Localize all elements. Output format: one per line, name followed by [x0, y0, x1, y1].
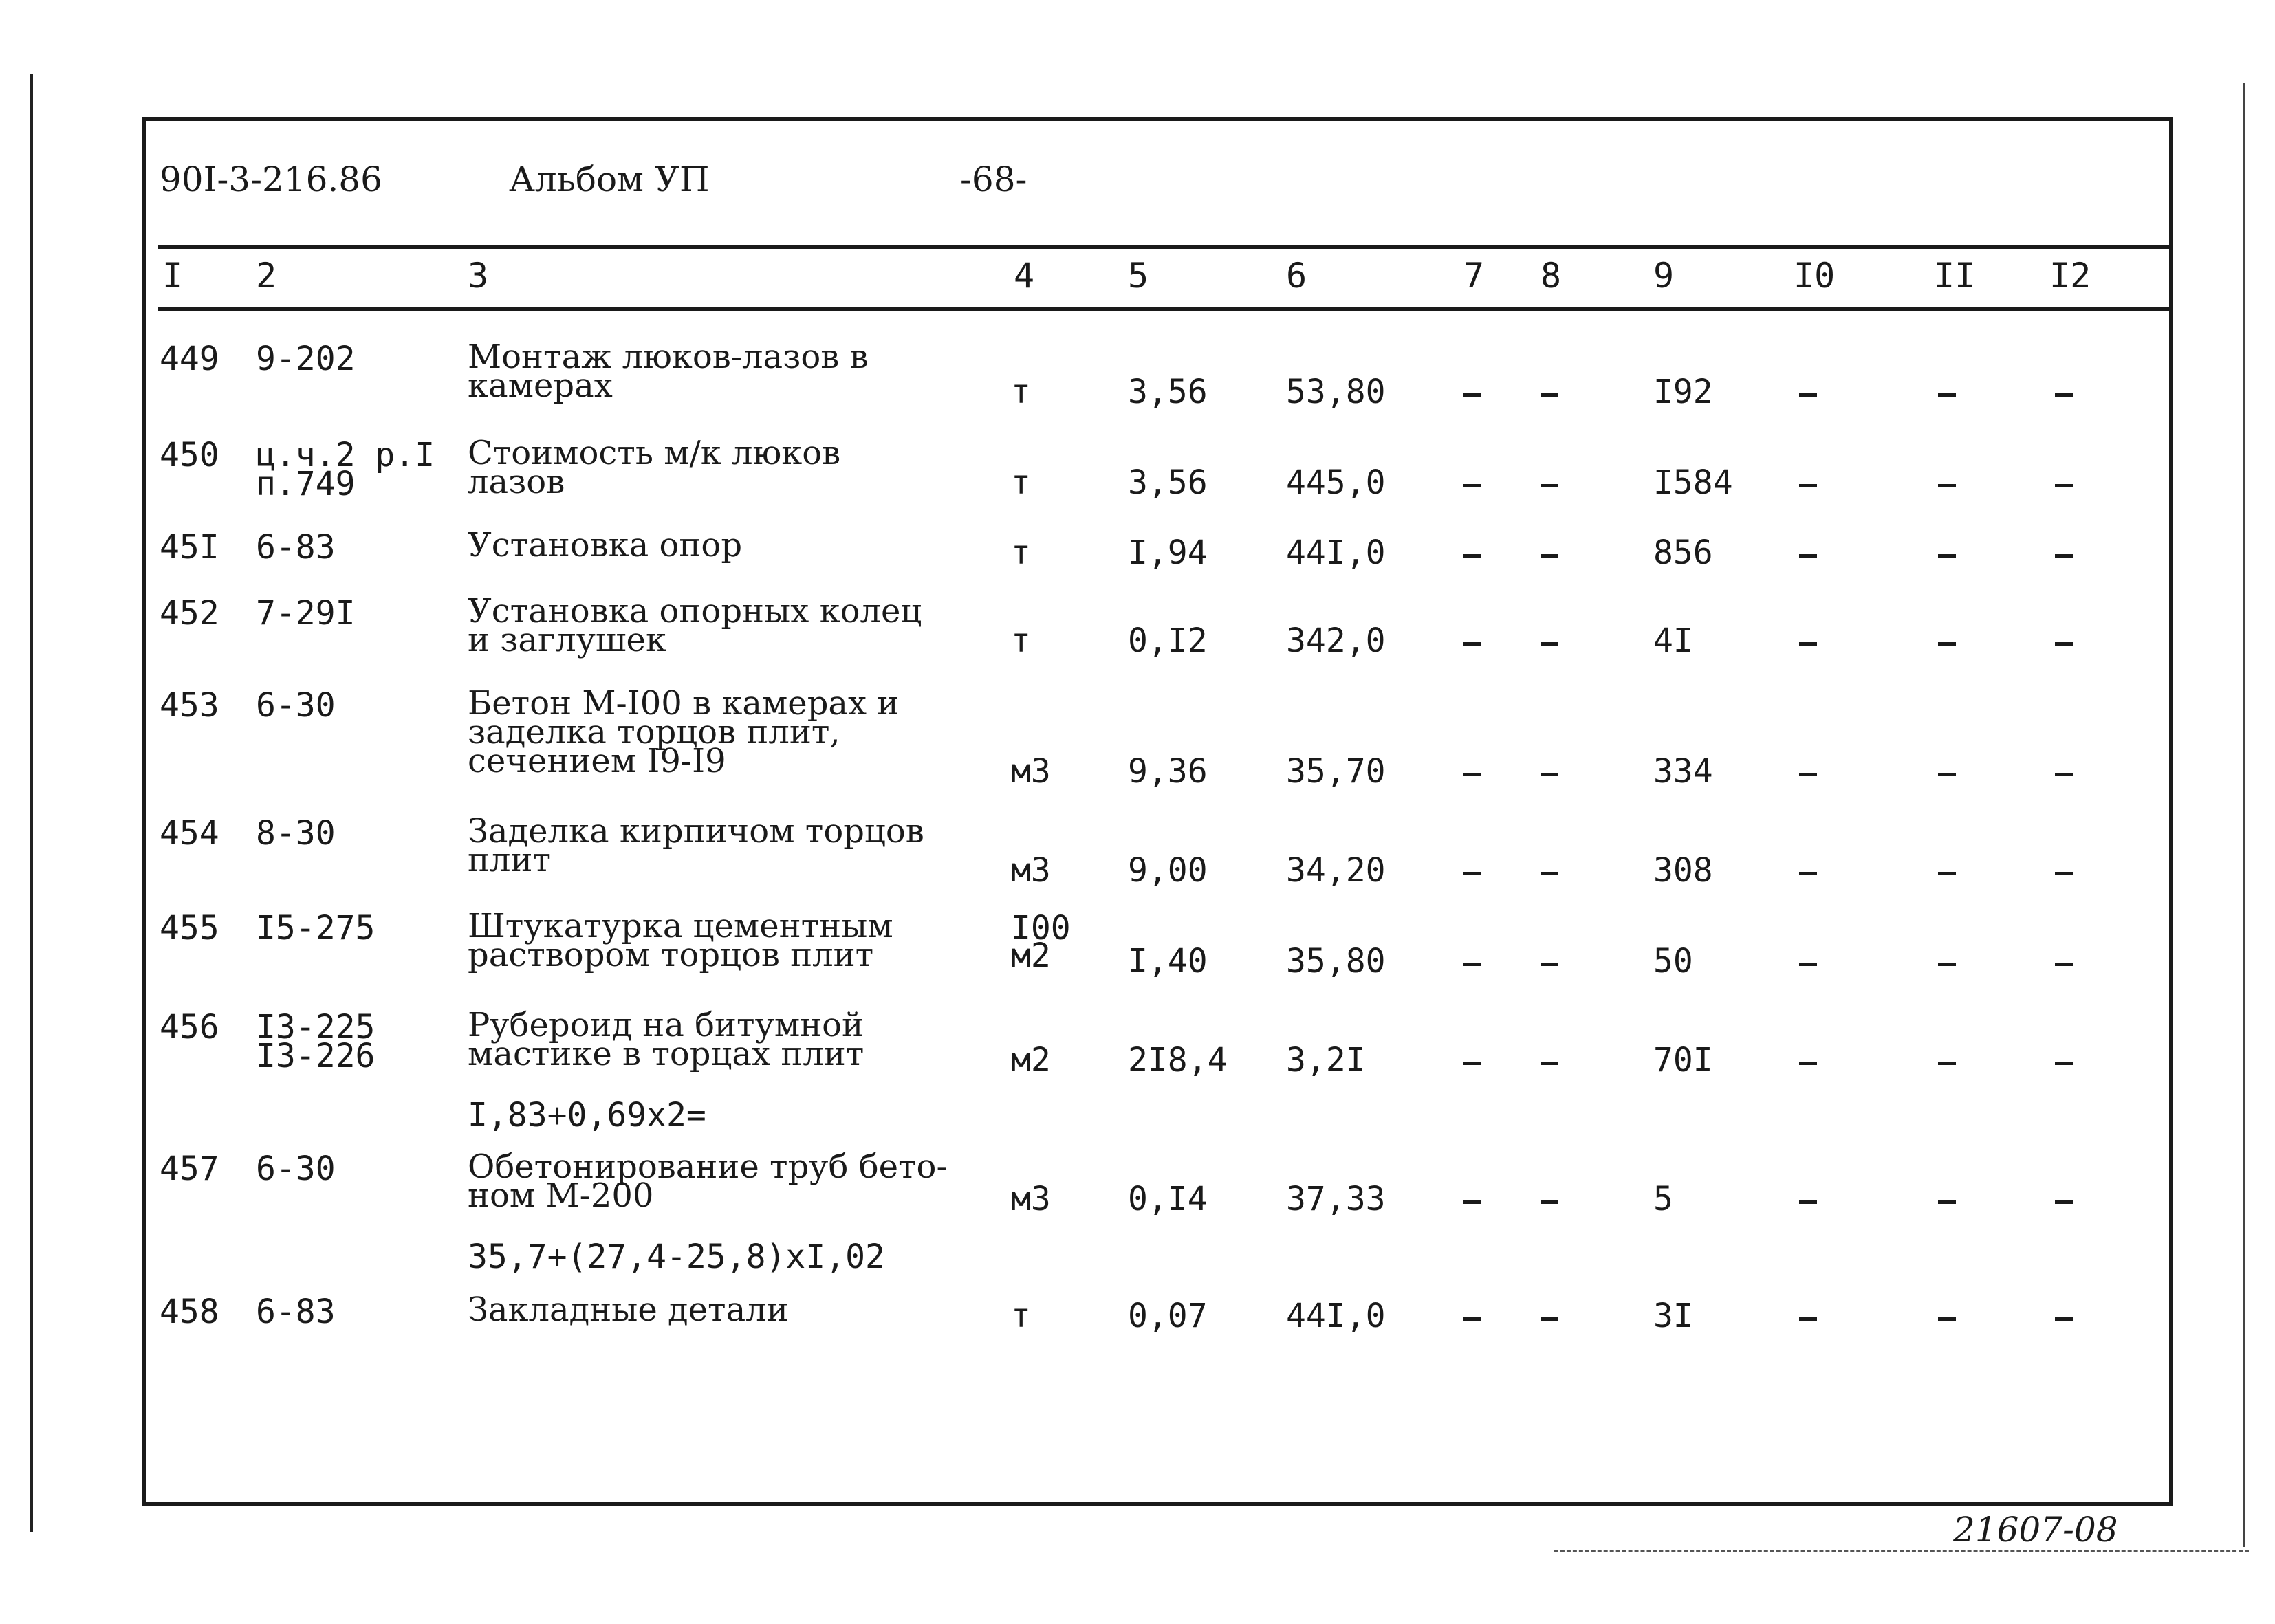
work-description: и заглушек	[468, 621, 666, 659]
empty-cell-dash	[1799, 1317, 1817, 1321]
empty-cell-dash	[1463, 872, 1481, 875]
row-number: 453	[160, 686, 219, 725]
unit: м3	[1011, 1180, 1051, 1218]
empty-cell-dash	[1541, 1317, 1558, 1321]
total-cost: 5	[1653, 1180, 1673, 1218]
empty-cell-dash	[2055, 642, 2073, 646]
total-cost: I584	[1653, 463, 1733, 502]
total-cost: 3I	[1653, 1297, 1693, 1335]
work-description: Рубероид на битумной	[468, 1006, 864, 1044]
unit-price: 3,2I	[1286, 1041, 1366, 1079]
unit-price: 34,20	[1286, 851, 1386, 890]
work-description: Штукатурка цементным	[468, 907, 893, 945]
empty-cell-dash	[1799, 393, 1817, 397]
rate-reference: I3-225	[256, 1008, 375, 1046]
empty-cell-dash	[1463, 554, 1481, 558]
page-edge-left	[30, 74, 33, 1532]
empty-cell-dash	[1799, 554, 1817, 558]
column-number: 2	[256, 256, 277, 296]
column-number: I	[162, 256, 184, 296]
quantity: I,94	[1128, 534, 1208, 572]
unit: м2	[1011, 936, 1051, 975]
empty-cell-dash	[1463, 963, 1481, 966]
unit: м3	[1011, 752, 1051, 791]
row-number: 449	[160, 340, 219, 378]
empty-cell-dash	[1541, 554, 1558, 558]
empty-cell-dash	[1938, 642, 1956, 646]
work-description: Заделка кирпичом торцов	[468, 812, 924, 851]
empty-cell-dash	[1938, 484, 1956, 487]
unit-price: 35,70	[1286, 752, 1386, 791]
unit-price: 445,0	[1286, 463, 1386, 502]
work-description: Стоимость м/к люков	[468, 434, 841, 472]
work-description: Установка опор	[468, 526, 743, 564]
row-number: 454	[160, 814, 219, 853]
column-number: 9	[1653, 256, 1675, 296]
empty-cell-dash	[2055, 393, 2073, 397]
empty-cell-dash	[1799, 1062, 1817, 1065]
column-number: 8	[1541, 256, 1562, 296]
empty-cell-dash	[2055, 773, 2073, 776]
rate-reference: 7-29I	[256, 594, 356, 633]
rate-reference: 6-83	[256, 528, 336, 567]
total-cost: 856	[1653, 534, 1713, 572]
unit: т	[1011, 373, 1031, 411]
work-description: Бетон М-I00 в камерах и	[468, 684, 900, 723]
page-edge-right	[2243, 83, 2245, 1547]
empty-cell-dash	[1463, 1062, 1481, 1065]
work-description: раствором торцов плит	[468, 936, 874, 974]
work-description: мастике в торцах плит	[468, 1035, 864, 1073]
row-number: 456	[160, 1008, 219, 1046]
row-number: 455	[160, 909, 219, 947]
work-description: Установка опорных колец	[468, 592, 922, 630]
empty-cell-dash	[1541, 963, 1558, 966]
empty-cell-dash	[1463, 1200, 1481, 1204]
quantity: 0,07	[1128, 1297, 1208, 1335]
total-cost: 70I	[1653, 1041, 1713, 1079]
rate-reference: ц.ч.2 р.I	[256, 436, 435, 474]
empty-cell-dash	[1938, 554, 1956, 558]
work-description: камерах	[468, 366, 613, 405]
empty-cell-dash	[2055, 484, 2073, 487]
empty-cell-dash	[1938, 1200, 1956, 1204]
quantity: I,40	[1128, 942, 1208, 980]
rate-reference: 6-30	[256, 1150, 336, 1188]
work-description: Закладные детали	[468, 1291, 789, 1329]
empty-cell-dash	[1938, 872, 1956, 875]
row-number: 45I	[160, 528, 219, 567]
empty-cell-dash	[1541, 773, 1558, 776]
unit: I00	[1011, 909, 1071, 947]
quantity: 9,00	[1128, 851, 1208, 890]
empty-cell-dash	[1799, 1200, 1817, 1204]
column-number: II	[1934, 256, 1976, 296]
document-code: 90I-3-216.86	[160, 160, 382, 199]
column-number: 5	[1128, 256, 1149, 296]
work-description: Монтаж люков-лазов в	[468, 338, 869, 376]
empty-cell-dash	[1463, 484, 1481, 487]
unit: т	[1011, 463, 1031, 502]
unit: т	[1011, 1297, 1031, 1335]
empty-cell-dash	[1463, 642, 1481, 646]
row-number: 452	[160, 594, 219, 633]
work-description: заделка торцов плит,	[468, 713, 840, 751]
rate-reference: 9-202	[256, 340, 356, 378]
quantity: 0,I4	[1128, 1180, 1208, 1218]
unit-price: 342,0	[1286, 622, 1386, 660]
rate-reference: I3-226	[256, 1037, 375, 1075]
quantity: 0,I2	[1128, 622, 1208, 660]
album-label: Альбом УП	[509, 160, 710, 199]
column-number: 4	[1014, 256, 1035, 296]
inventory-stamp: 21607-08	[1953, 1510, 2118, 1550]
total-cost: 334	[1653, 752, 1713, 791]
empty-cell-dash	[1799, 963, 1817, 966]
rate-reference: 6-83	[256, 1293, 336, 1331]
quantity: 9,36	[1128, 752, 1208, 791]
header-rule-top	[158, 245, 2173, 249]
work-description: сечением I9-I9	[468, 742, 726, 780]
empty-cell-dash	[2055, 554, 2073, 558]
rate-reference: п.749	[256, 465, 356, 503]
total-cost: I92	[1653, 373, 1713, 411]
empty-cell-dash	[1463, 393, 1481, 397]
total-cost: 4I	[1653, 622, 1693, 660]
total-cost: 50	[1653, 942, 1693, 980]
empty-cell-dash	[1463, 773, 1481, 776]
empty-cell-dash	[1938, 1317, 1956, 1321]
unit-price: 44I,0	[1286, 1297, 1386, 1335]
empty-cell-dash	[1463, 1317, 1481, 1321]
empty-cell-dash	[1541, 393, 1558, 397]
empty-cell-dash	[1799, 642, 1817, 646]
unit: м2	[1011, 1041, 1051, 1079]
quantity: 3,56	[1128, 373, 1208, 411]
empty-cell-dash	[1541, 642, 1558, 646]
empty-cell-dash	[1938, 773, 1956, 776]
calculation-note: 35,7+(27,4-25,8)хI,02	[468, 1238, 885, 1276]
empty-cell-dash	[1541, 1200, 1558, 1204]
row-number: 457	[160, 1150, 219, 1188]
row-number: 450	[160, 436, 219, 474]
empty-cell-dash	[1541, 484, 1558, 487]
rate-reference: I5-275	[256, 909, 375, 947]
work-description: ном М-200	[468, 1176, 654, 1215]
total-cost: 308	[1653, 851, 1713, 890]
column-number: I2	[2049, 256, 2091, 296]
column-number: I0	[1794, 256, 1836, 296]
unit-price: 53,80	[1286, 373, 1386, 411]
work-description: Обетонирование труб бето-	[468, 1148, 948, 1186]
empty-cell-dash	[1938, 963, 1956, 966]
column-number: 3	[468, 256, 489, 296]
empty-cell-dash	[1799, 773, 1817, 776]
empty-cell-dash	[1799, 484, 1817, 487]
empty-cell-dash	[1938, 1062, 1956, 1065]
empty-cell-dash	[1541, 872, 1558, 875]
column-number: 7	[1463, 256, 1485, 296]
quantity: 2I8,4	[1128, 1041, 1228, 1079]
empty-cell-dash	[1938, 393, 1956, 397]
empty-cell-dash	[1799, 872, 1817, 875]
unit-price: 37,33	[1286, 1180, 1386, 1218]
work-description: плит	[468, 841, 552, 879]
empty-cell-dash	[1541, 1062, 1558, 1065]
rate-reference: 6-30	[256, 686, 336, 725]
empty-cell-dash	[2055, 963, 2073, 966]
quantity: 3,56	[1128, 463, 1208, 502]
calculation-note: I,83+0,69х2=	[468, 1096, 706, 1134]
unit-price: 44I,0	[1286, 534, 1386, 572]
empty-cell-dash	[2055, 1317, 2073, 1321]
empty-cell-dash	[2055, 1062, 2073, 1065]
unit: т	[1011, 534, 1031, 572]
empty-cell-dash	[2055, 872, 2073, 875]
header-rule-bottom	[158, 307, 2173, 311]
row-number: 458	[160, 1293, 219, 1331]
unit: м3	[1011, 851, 1051, 890]
rate-reference: 8-30	[256, 814, 336, 853]
column-number: 6	[1286, 256, 1307, 296]
page-number: -68-	[960, 160, 1027, 199]
unit: т	[1011, 622, 1031, 660]
bottom-dotted-line	[1554, 1550, 2249, 1552]
work-description: лазов	[468, 463, 565, 501]
unit-price: 35,80	[1286, 942, 1386, 980]
empty-cell-dash	[2055, 1200, 2073, 1204]
